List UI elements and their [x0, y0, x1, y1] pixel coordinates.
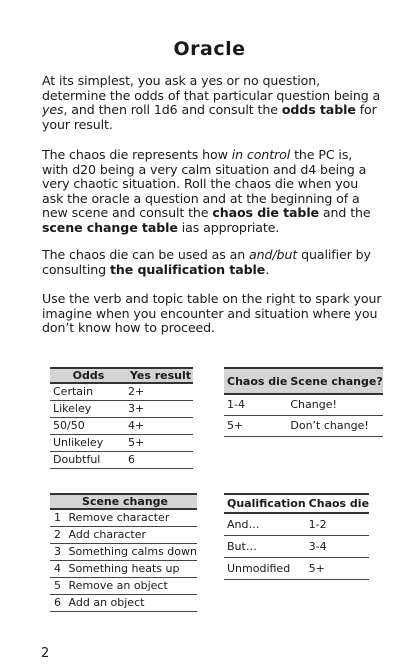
- scene-result-cell: Remove character: [68, 511, 170, 525]
- verb-topic-paragraph: Use the verb and topic table on the right to spark your imagine when you encounter and situation where you don’t know how to proceed.: [42, 291, 382, 336]
- yes-result-cell: 4+: [128, 419, 145, 432]
- qualification-cell: Unmodified: [227, 561, 291, 575]
- table-row: [50, 383, 193, 400]
- scene-result-cell: Add an object: [68, 596, 145, 609]
- table-row: [50, 594, 197, 611]
- roll-cell: 6: [54, 596, 61, 609]
- table-row: [50, 509, 197, 526]
- scene-result-cell: Something calms down: [68, 545, 197, 558]
- yes-result-cell: 2+: [128, 385, 145, 399]
- chaos-die-cell: 5+: [308, 561, 325, 575]
- yes-result-cell: 5+: [128, 436, 145, 449]
- table-row: [50, 417, 193, 434]
- roll-cell: 3: [54, 545, 61, 558]
- chaos-die-cell: 3-4: [308, 539, 327, 553]
- table-row: [224, 535, 369, 557]
- table-row: [50, 451, 193, 468]
- scene-result-cell: Something heats up: [68, 562, 180, 575]
- scene-change-cell: Change!: [290, 398, 337, 412]
- roll-cell: 1: [54, 511, 61, 525]
- odds-table-header: [50, 368, 193, 383]
- odds-cell: Doubtful: [53, 453, 101, 466]
- intro-paragraph: At its simplest, you ask a yes or no question, determine the odds of that particular question being a yes, and then roll 1d6 and consult the odds table for your result.: [42, 73, 381, 132]
- scene-header: Scene change: [82, 495, 168, 508]
- yes-result-cell: 6: [128, 453, 135, 466]
- scene-result-cell: Remove an object: [68, 579, 168, 592]
- table-row: [224, 513, 369, 535]
- qualification-table: [224, 493, 369, 580]
- yes-result-cell: 3+: [128, 402, 145, 415]
- odds-header-yes-result: Yes result: [129, 369, 192, 382]
- roll-cell: 5: [54, 579, 61, 592]
- table-row: [224, 394, 383, 415]
- qual-header-qualification: Qualification: [227, 497, 306, 510]
- scene-change-cell: Don’t change!: [290, 419, 369, 432]
- qual-table-header: [224, 494, 369, 513]
- chaos-die-cell: 5+: [227, 419, 244, 432]
- table-row: [50, 560, 197, 577]
- table-row: [224, 557, 369, 579]
- table-row: [50, 526, 197, 543]
- roll-cell: 4: [54, 562, 61, 575]
- chaos-header-die: Chaos die: [227, 374, 288, 388]
- scene-result-cell: Add character: [68, 528, 146, 541]
- chaos-die-cell: 1-4: [227, 398, 245, 412]
- table-row: [50, 577, 197, 594]
- chaos-table-header: [224, 368, 383, 394]
- roll-cell: 2: [54, 528, 61, 541]
- odds-header-odds: Odds: [72, 369, 105, 382]
- chaos-die-cell: 1-2: [308, 517, 327, 531]
- chaos-die-paragraph: The chaos die represents how in control the PC is, with d20 being a very calm situation and d4 being a very chaotic situation. Roll the chaos die when you ask the oracle a question and at the beginning of a new scene and consult the chaos die table and the scene change table ias appropriate.: [42, 147, 371, 235]
- chaos-die-table: [224, 367, 383, 437]
- chaos-header-scene-change: Scene change?: [290, 374, 383, 388]
- table-row: [50, 400, 193, 417]
- scene-change-table: [50, 493, 197, 612]
- qualifier-paragraph: The chaos die can be used as an and/but qualifier by consulting the qualification table.: [42, 247, 371, 277]
- odds-cell: Unlikeley: [53, 436, 104, 449]
- page-title: Oracle: [173, 38, 246, 60]
- odds-cell: Certain: [53, 385, 94, 399]
- table-row: [50, 434, 193, 451]
- qual-header-chaos-die: Chaos die: [308, 497, 370, 510]
- qualification-cell: And…: [227, 517, 260, 531]
- odds-cell: 50/50: [53, 419, 85, 432]
- qualification-cell: But…: [227, 539, 257, 553]
- odds-table: [50, 367, 193, 469]
- table-row: [224, 415, 383, 436]
- page-number: 2: [41, 646, 50, 661]
- odds-cell: Likeley: [53, 402, 92, 415]
- scene-table-header: [50, 494, 197, 509]
- table-row: [50, 543, 197, 560]
